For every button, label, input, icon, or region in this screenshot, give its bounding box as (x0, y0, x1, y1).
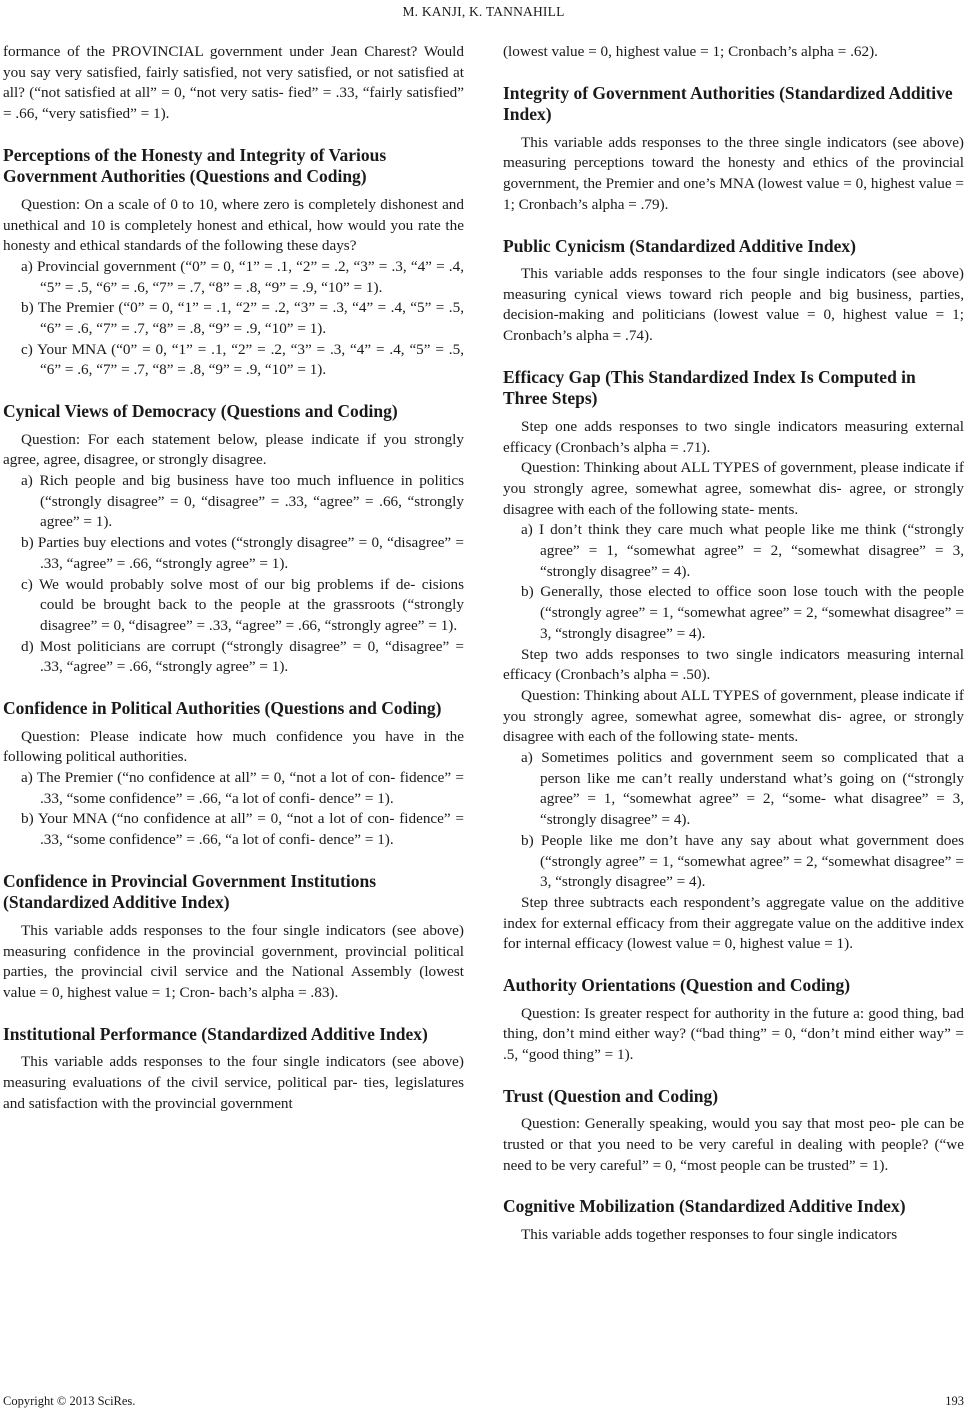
list-item: c) We would probably solve most of our big problems if de- cisions could be brought back to the people at the grassroots (“strongly disagree” = 0, “disagree” = .33, “agree” = .66, “strongly agree” = 1). (21, 575, 464, 634)
item-list (503, 748, 964, 893)
footer-page-number: 193 (945, 1394, 964, 1408)
list-item: b) The Premier (“0” = 0, “1” = .1, “2” = .2, “3” = .3, “4” = .4, “5” = .5, “6” = .6, “7” = .7, “8” = .8, “9” = .9, “10” = 1). (21, 299, 464, 338)
body-paragraph: This variable adds responses to the four single indicators (see above) measuring cynical views toward rich people and big business, parties, decision-making and politicians (lowest value = 0, highest value = 1; Cronbach’s alpha = .74). (503, 265, 964, 345)
body-paragraph: Step three subtracts each respondent’s aggregate value on the additive index for external efficacy from their aggregate value on the additive index for internal efficacy (lowest value = 0, highest value = 1). (503, 894, 964, 953)
section-heading-efficacy-gap: Efficacy Gap (This Standardized Index Is Computed in Three Steps) (503, 366, 916, 409)
item-list (3, 471, 464, 678)
section-heading-integrity-index: Integrity of Government Authorities (Standardized Additive Index) (503, 82, 953, 125)
right-column (503, 42, 964, 1246)
list-item: b) Your MNA (“no confidence at all” = 0, “not a lot of con- fidence” = .33, “some confidence” = .66, “a lot of confi- dence” = 1). (21, 810, 464, 849)
item-list (3, 768, 464, 851)
list-item: a) Sometimes politics and government seem so complicated that a person like me can’t really understand what’s going on (“strongly agree” = 1, “somewhat agree” = 2, “some- what disagree” = 3, “strongly disagree” = 4). (521, 749, 964, 829)
section-heading-public-cynicism: Public Cynicism (Standardized Additive Index) (503, 235, 856, 256)
question-text: Question: Please indicate how much confidence you have in the following political authorities. (3, 727, 464, 766)
question-text: Question: On a scale of 0 to 10, where zero is completely dishonest and unethical and 10 is completely honest and ethical, how would you rate the honesty and ethical standards of the following these days? (3, 195, 464, 255)
list-item: a) Provincial government (“0” = 0, “1” = .1, “2” = .2, “3” = .3, “4” = .4, “5” = .5, “6” = .6, “7” = .7, “8” = .8, “9” = .9, “10” = 1). (21, 257, 464, 296)
continued-paragraph: (lowest value = 0, highest value = 1; Cronbach’s alpha = .62). (503, 43, 878, 60)
list-item: a) The Premier (“no confidence at all” = 0, “not a lot of con- fidence” = .33, “some confidence” = .66, “a lot of confi- dence” = 1). (21, 768, 464, 807)
section-heading-authority-orientations: Authority Orientations (Question and Coding) (503, 975, 851, 996)
body-paragraph: Step one adds responses to two single indicators measuring external efficacy (Cronbach’s alpha = .71). (503, 417, 964, 456)
list-item: c) Your MNA (“0” = 0, “1” = .1, “2” = .2, “3” = .3, “4” = .4, “5” = .5, “6” = .6, “7” = .7, “8” = .8, “9” = .9, “10” = 1). (21, 340, 464, 379)
item-list (3, 257, 464, 381)
body-paragraph: Step two adds responses to two single indicators measuring internal efficacy (Cronbach’s alpha = .50). (503, 645, 964, 684)
left-column (3, 42, 464, 1114)
section-heading-cognitive-mobilization: Cognitive Mobilization (Standardized Additive Index) (503, 1196, 906, 1217)
body-paragraph: This variable adds responses to the four single indicators (see above) measuring evaluations of the civil service, political par- ties, legislatures and satisfaction with the provincial government (3, 1053, 464, 1112)
running-header: M. KANJI, K. TANNAHILL (402, 4, 565, 19)
question-text: Question: For each statement below, please indicate if you strongly agree, agree, disagree, or strongly disagree. (3, 430, 464, 469)
question-text: Question: Thinking about ALL TYPES of government, please indicate if you strongly agree, somewhat agree, somewhat dis- agree, or strongly disagree with each of the following state- ments. (503, 686, 964, 746)
section-heading-cynical-views: Cynical Views of Democracy (Questions and Coding) (3, 401, 398, 422)
section-heading-trust: Trust (Question and Coding) (503, 1085, 719, 1106)
section-heading-confidence-authorities: Confidence in Political Authorities (Questions and Coding) (3, 698, 442, 719)
question-text: Question: Thinking about ALL TYPES of government, please indicate if you strongly agree, somewhat agree, somewhat dis- agree, or strongly disagree with each of the following state- ments. (503, 459, 964, 518)
question-text: Question: Generally speaking, would you say that most peo- ple can be trusted or that you need to be very careful in dealing with people? (“we need to be very careful” = 0, “most people can be trusted” = 1). (503, 1115, 964, 1174)
list-item: b) People like me don’t have any say about what government does (“strongly agree” = 1, “somewhat agree” = 2, “somewhat disagree” = 3, “strongly disagree” = 4). (521, 831, 964, 891)
body-paragraph: This variable adds responses to the four single indicators (see above) measuring confidence in the provincial government, provincial political parties, the provincial civil service and the National Assembly (lowest value = 0, highest value = 1; Cron- bach’s alpha = .83). (3, 921, 464, 1001)
list-item: a) Rich people and big business have too much influence in politics (“strongly disagree” = 0, “disagree” = .33, “agree” = .66, “strongly agree” = 1). (21, 472, 464, 531)
list-item: b) Generally, those elected to office soon lose touch with the people (“strongly agree” = 1, “somewhat agree” = 2, “somewhat disagree” = 3, “strongly disagree” = 4). (521, 583, 964, 642)
body-paragraph: This variable adds responses to the three single indicators (see above) measuring perceptions toward the honesty and ethics of the provincial government, the Premier and one’s MNA (lowest value = 0, highest value = 1; Cronbach’s alpha = .79). (503, 133, 964, 213)
item-list (503, 520, 964, 644)
list-item: d) Most politicians are corrupt (“strongly disagree” = 0, “disagree” = .33, “agree” = .66, “strongly agree” = 1). (21, 637, 464, 676)
list-item: b) Parties buy elections and votes (“strongly disagree” = 0, “disagree” = .33, “agree” = .66, “strongly agree” = 1). (21, 534, 464, 572)
question-text: Question: Is greater respect for authority in the future a: good thing, bad thing, don’t mind either way? (“bad thing” = 0, “don’t mind either way” = .5, “good thing” = 1). (503, 1004, 964, 1064)
section-heading-institutional-performance: Institutional Performance (Standardized Additive Index) (3, 1023, 428, 1044)
section-heading-confidence-institutions: Confidence in Provincial Government Institutions (Standardized Additive Index) (3, 870, 377, 913)
body-paragraph: This variable adds together responses to four single indicators (521, 1225, 898, 1243)
section-heading-honesty-integrity: Perceptions of the Honesty and Integrity of Various Government Authorities (Questions and Coding) (3, 144, 387, 187)
list-item: a) I don’t think they care much what people like me think (“strongly agree” = 1, “somewhat agree” = 2, “somewhat disagree” = 3, “strongly disagree” = 4). (521, 521, 964, 580)
continued-paragraph: formance of the PROVINCIAL government under Jean Charest? Would you say very satisfied, fairly satisfied, not very satisfied, or not satisfied at all? (“not satisfied at all” = 0, “not very satis- fied” = .33, “fairly satisfied” = .66, “very satisfied” = 1). (3, 43, 464, 123)
footer-copyright: Copyright © 2013 SciRes. (3, 1394, 136, 1408)
